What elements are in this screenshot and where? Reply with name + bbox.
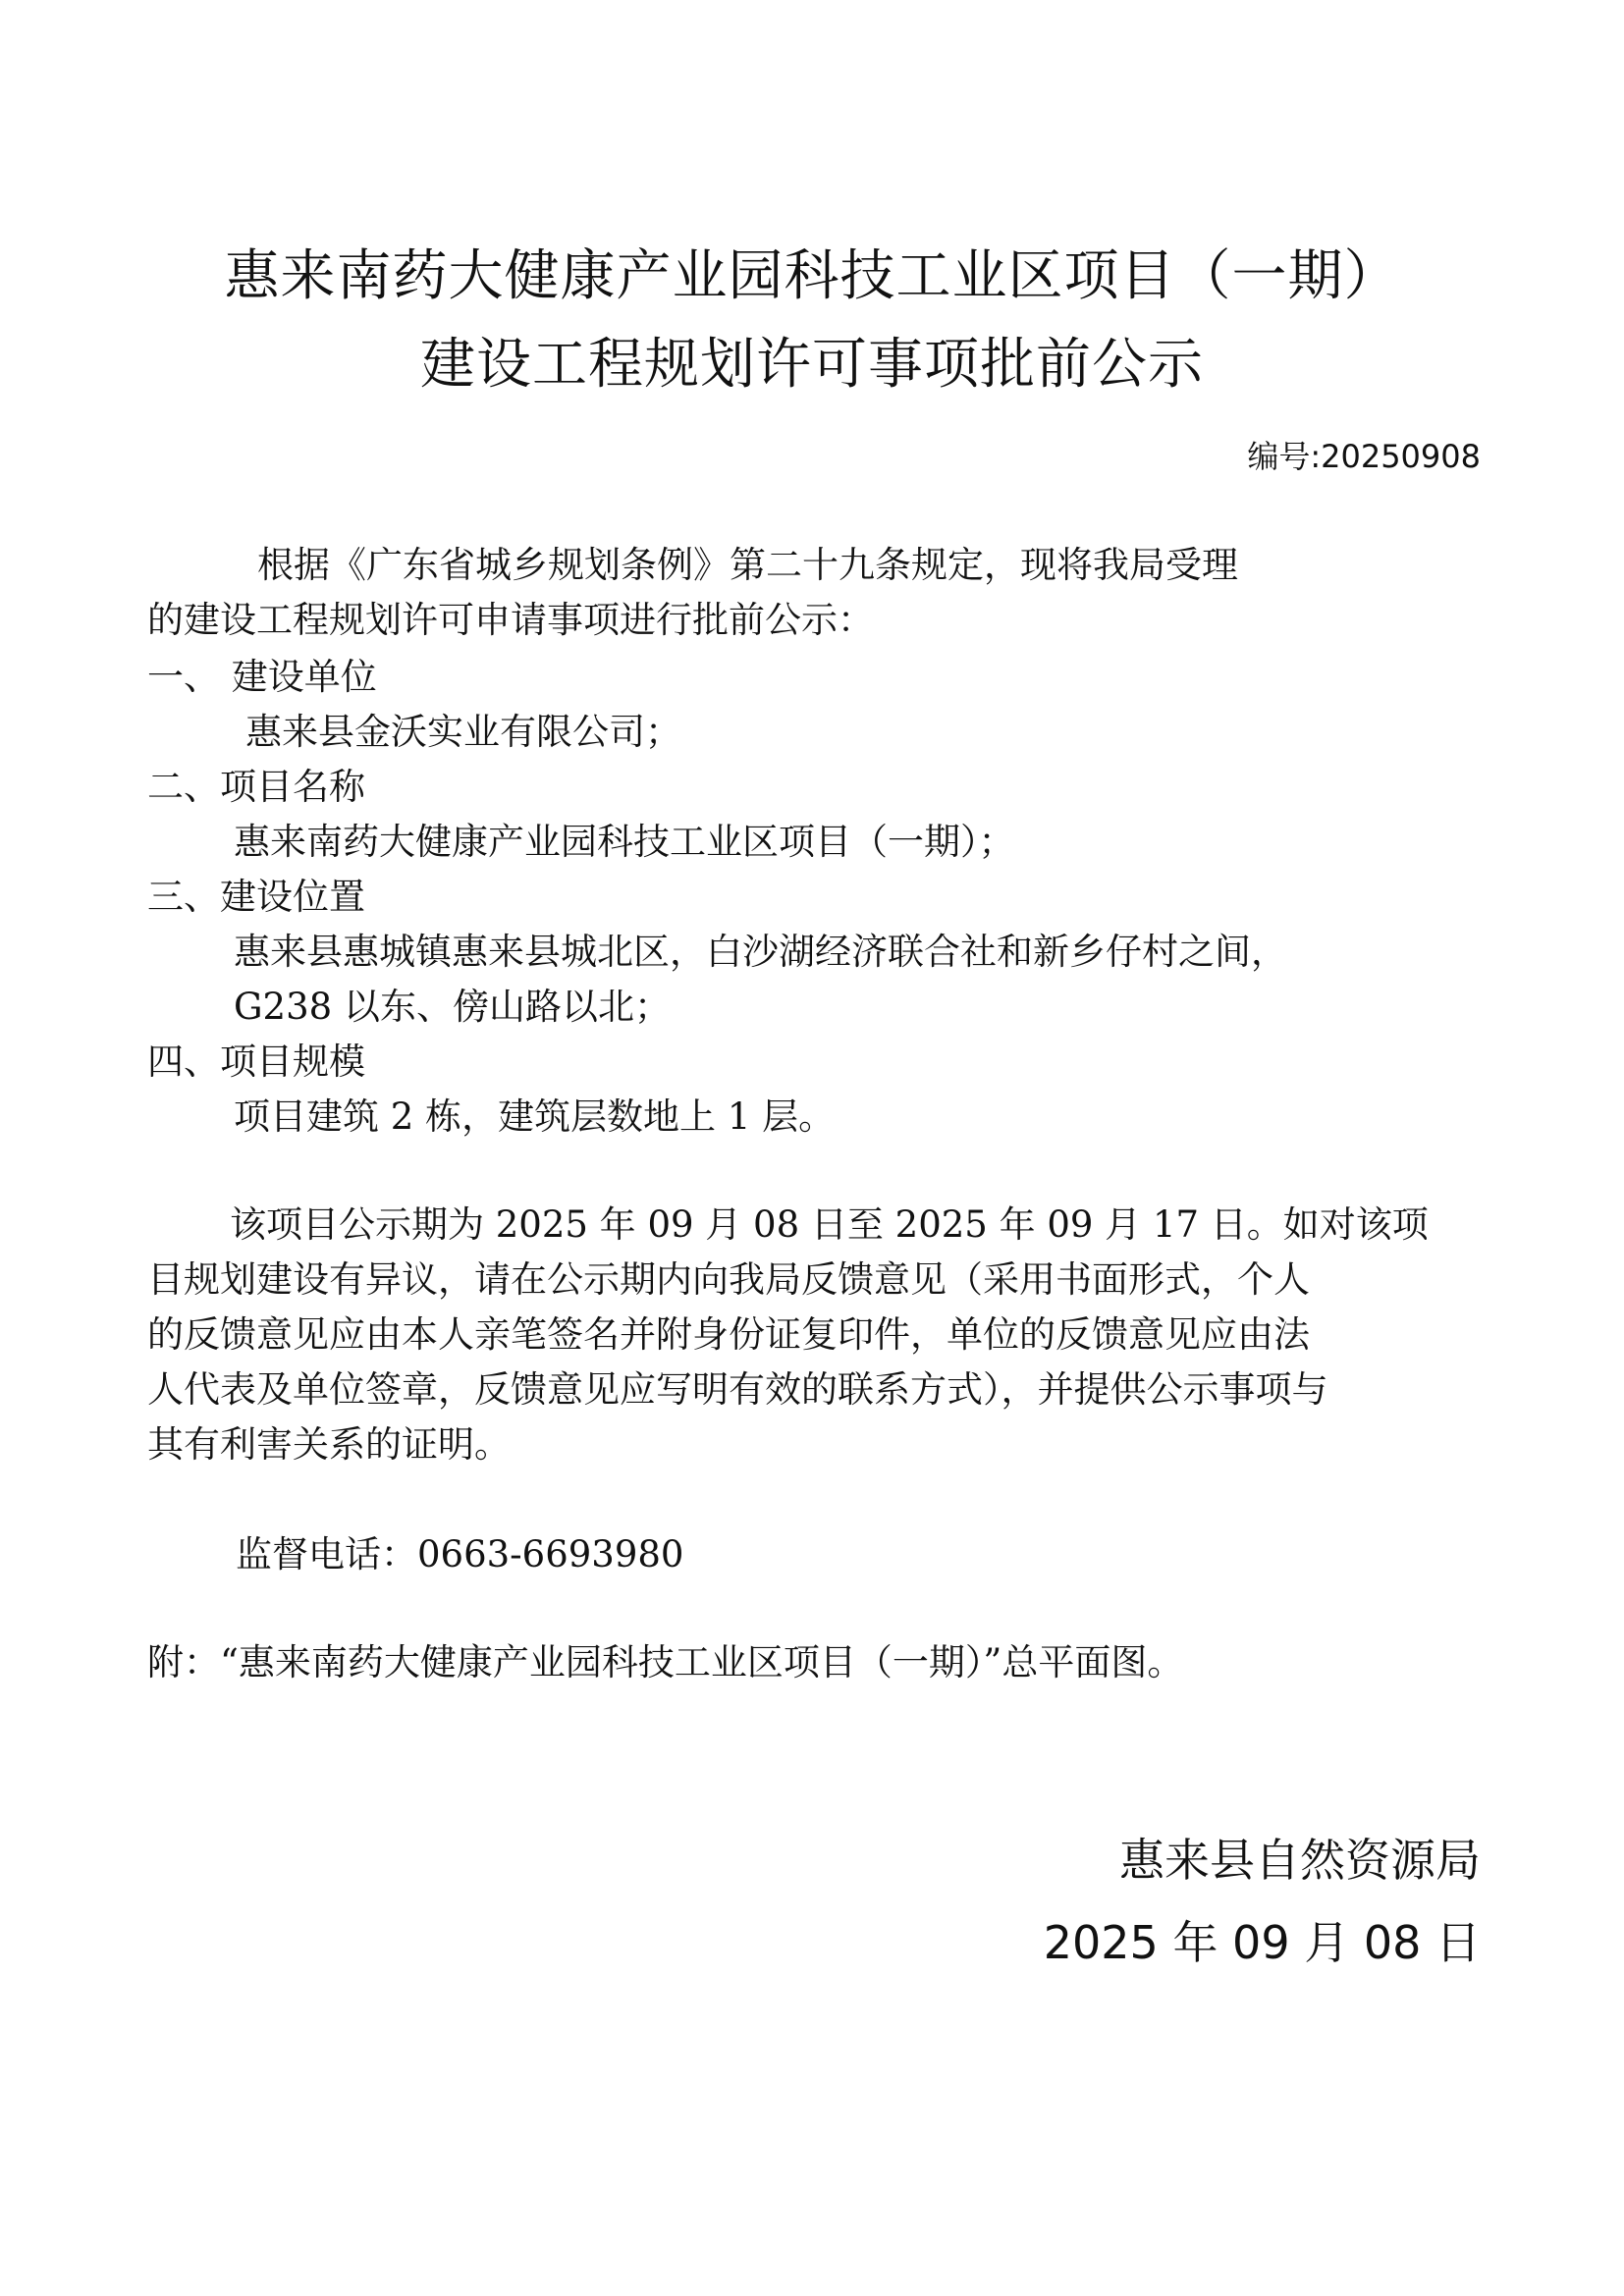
title-line-2: 建设工程规划许可事项批前公示 xyxy=(420,333,1204,397)
section-heading-2: 二、项目名称 xyxy=(147,766,365,808)
issuer-name: 惠来县自然资源局 xyxy=(1119,1834,1481,1887)
section-content-2: 惠来南药大健康产业园科技工业区项目（一期）； xyxy=(234,821,1015,863)
notice-line-4: 人代表及单位签章，反馈意见应写明有效的联系方式），并提供公示事项与 xyxy=(147,1368,1328,1411)
issue-date: 2025 年 09 月 08 日 xyxy=(1043,1916,1481,1969)
section-content-3a: 惠来县惠城镇惠来县城北区，白沙湖经济联合社和新乡仔村之间， xyxy=(234,931,1287,973)
serial-number: 编号:20250908 xyxy=(1247,438,1481,475)
section-content-1: 惠来县金沃实业有限公司； xyxy=(245,711,681,753)
attachment-note: 附：“惠来南药大健康产业园科技工业区项目（一期）”总平面图。 xyxy=(147,1641,1184,1683)
notice-line-3: 的反馈意见应由本人亲笔签名并附身份证复印件，单位的反馈意见应由法 xyxy=(147,1313,1310,1356)
section-heading-3: 三、建设位置 xyxy=(147,876,365,918)
intro-line-1: 根据《广东省城乡规划条例》第二十九条规定，现将我局受理 xyxy=(257,544,1238,586)
section-content-4: 项目建筑 2 栋，建筑层数地上 1 层。 xyxy=(234,1095,836,1138)
section-heading-1: 一、 建设单位 xyxy=(147,656,377,698)
supervision-phone: 监督电话：0663-6693980 xyxy=(236,1533,684,1575)
section-content-3b: G238 以东、傍山路以北； xyxy=(234,986,671,1028)
notice-line-1: 该项目公示期为 2025 年 09 月 08 日至 2025 年 09 月 17 日。如对该项 xyxy=(230,1203,1429,1246)
section-heading-4: 四、项目规模 xyxy=(147,1041,365,1083)
intro-line-2: 的建设工程规划许可申请事项进行批前公示： xyxy=(147,599,874,641)
title-line-1: 惠来南药大健康产业园科技工业区项目（一期） xyxy=(224,244,1400,308)
notice-line-2: 目规划建设有异议，请在公示期内向我局反馈意见（采用书面形式，个人 xyxy=(147,1258,1310,1301)
notice-line-5: 其有利害关系的证明。 xyxy=(147,1423,511,1466)
